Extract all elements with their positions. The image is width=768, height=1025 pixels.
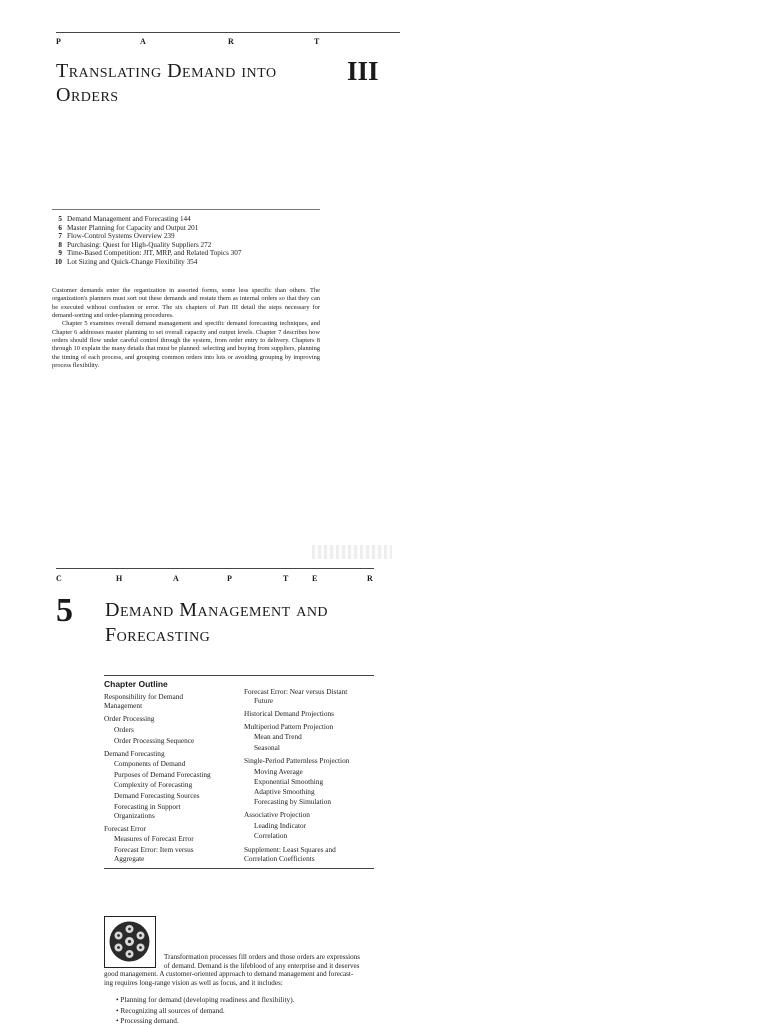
bullet-text: Recognizing all sources of demand. [120,1006,225,1015]
toc-row: 10 Lot Sizing and Quick-Change Flexibility 354 [54,257,198,266]
part-numeral: III [347,56,379,86]
outline-item: Supplement: Least Squares and [244,845,336,854]
toc-top-rule [52,209,320,210]
chapter-header-letter: E [312,574,318,583]
part-title-line2: Orders [56,84,119,106]
body-paragraph [104,953,374,987]
outline-item: Complexity of Forecasting [114,780,193,789]
outline-item: Multiperiod Pattern Projection [244,722,334,731]
part-header-letter: T [314,37,320,46]
outline-item: Leading Indicator [254,821,307,830]
outline-bottom-rule [104,868,374,869]
outline-item: Mean and Trend [254,732,302,741]
bullet-item: • Processing demand. [116,1016,179,1025]
outline-item: Aggregate [114,854,145,863]
outline-item: Responsibility for Demand [104,692,184,701]
outline-item: Forecasting by Simulation [254,797,332,806]
chapter-header-letter: T [283,574,289,583]
body-line: ing requires long-range vision as well as focus, and it includes: [104,978,283,987]
toc-row: 5 Demand Management and Forecasting 144 [58,215,191,223]
outline-item: Orders [114,725,134,734]
body-line: Transformation processes fill orders and those orders are expressions [164,953,360,961]
outline-item: Components of Demand [114,759,186,768]
outline-item: Future [254,696,274,705]
chapter-header-letter: H [116,574,123,583]
part-top-rule [56,32,400,33]
outline-item: Forecast Error [104,824,146,833]
outline-item: Exponential Smoothing [254,777,324,786]
chapter-top-rule [56,568,374,569]
outline-item: Measures of Forecast Error [114,834,194,843]
outline-heading: Chapter Outline [104,679,168,689]
outline-item: Associative Projection [244,810,310,819]
outline-item: Forecasting in Support [114,802,181,811]
outline-item: Correlation [254,831,288,840]
bullet-item: • Recognizing all sources of demand. [116,1006,225,1015]
intro-paragraph-1: Customer demands enter the organization in assorted forms, some less specific than others. The organization's planners must sort out these demands and restate them as internal orders so that they can be executed without confusion or error. The six chapters of Part III detail the steps necessary for demand-sorting and order-planning procedures. [52,287,320,320]
outline-item: Order Processing [104,714,155,723]
part-header-letter: R [228,37,234,46]
part-header-letter: P [56,37,61,46]
bullet-item: • Planning for demand (developing readiness and flexibility). [116,995,295,1004]
outline-item: Historical Demand Projections [244,709,334,718]
outline-item: Demand Forecasting Sources [114,791,200,800]
outline-item: Correlation Coefficients [244,854,315,863]
body-line: of demand. Demand is the lifeblood of any enterprise and it deserves [164,961,360,970]
bullet-text: Processing demand. [120,1016,179,1025]
chapter-header-letter: P [227,574,232,583]
part-title-line1: Translating Demand into [56,60,277,82]
outline-item: Organizations [114,811,155,820]
chapter-title-line2: Forecasting [105,624,211,646]
toc-row: 7 Flow-Control Systems Overview 239 [58,232,175,240]
chapter-header-letter: R [367,574,373,583]
chapter-number: 5 [56,592,73,629]
intro-paragraph-2: Chapter 5 examines overall demand management and specific demand forecasting techniques, and Chapter 6 addresses master planning to set overall capacity and output levels. Chapter 7 describes how orders should flow under careful control through the system, from order entry to delivery. Chapters 8 through 10 explain the many details that must be planned: selecting and buying from suppliers, planning the timing of each process, and grouping common orders into lots or avoiding grouping by improving process flexibility. [52,320,320,370]
chapter-header-letter: C [56,574,62,583]
body-line: good management. A customer-oriented approach to demand management and forecast- [104,970,354,979]
outline-item: Forecast Error: Near versus Distant [244,687,348,696]
outline-item: Management [104,701,143,710]
chapter-title-line1: Demand Management and [105,599,329,621]
outline-item: Moving Average [254,767,303,776]
outline-top-rule [104,675,374,676]
chapter-header-letter: A [173,574,179,583]
part-header-letter: A [140,37,146,46]
scan-smudge [312,545,392,559]
outline-item: Single-Period Patternless Projection [244,756,350,765]
outline-item: Seasonal [254,743,280,752]
part-intro [52,287,320,370]
outline-item: Demand Forecasting [104,749,165,758]
outline-item: Order Processing Sequence [114,736,195,745]
outline-item: Purposes of Demand Forecasting [114,770,211,779]
toc-row: 8 Purchasing: Quest for High-Quality Suppliers 272 [58,240,212,249]
outline-item: Adaptive Smoothing [254,787,315,796]
toc-row: 6 Master Planning for Capacity and Output 201 [58,223,199,232]
bullet-text: Planning for demand (developing readiness and flexibility). [120,995,295,1004]
toc-row: 9 Time-Based Competition: JIT, MRP, and Related Topics 307 [58,249,242,257]
outline-item: Forecast Error: Item versus [114,845,194,854]
